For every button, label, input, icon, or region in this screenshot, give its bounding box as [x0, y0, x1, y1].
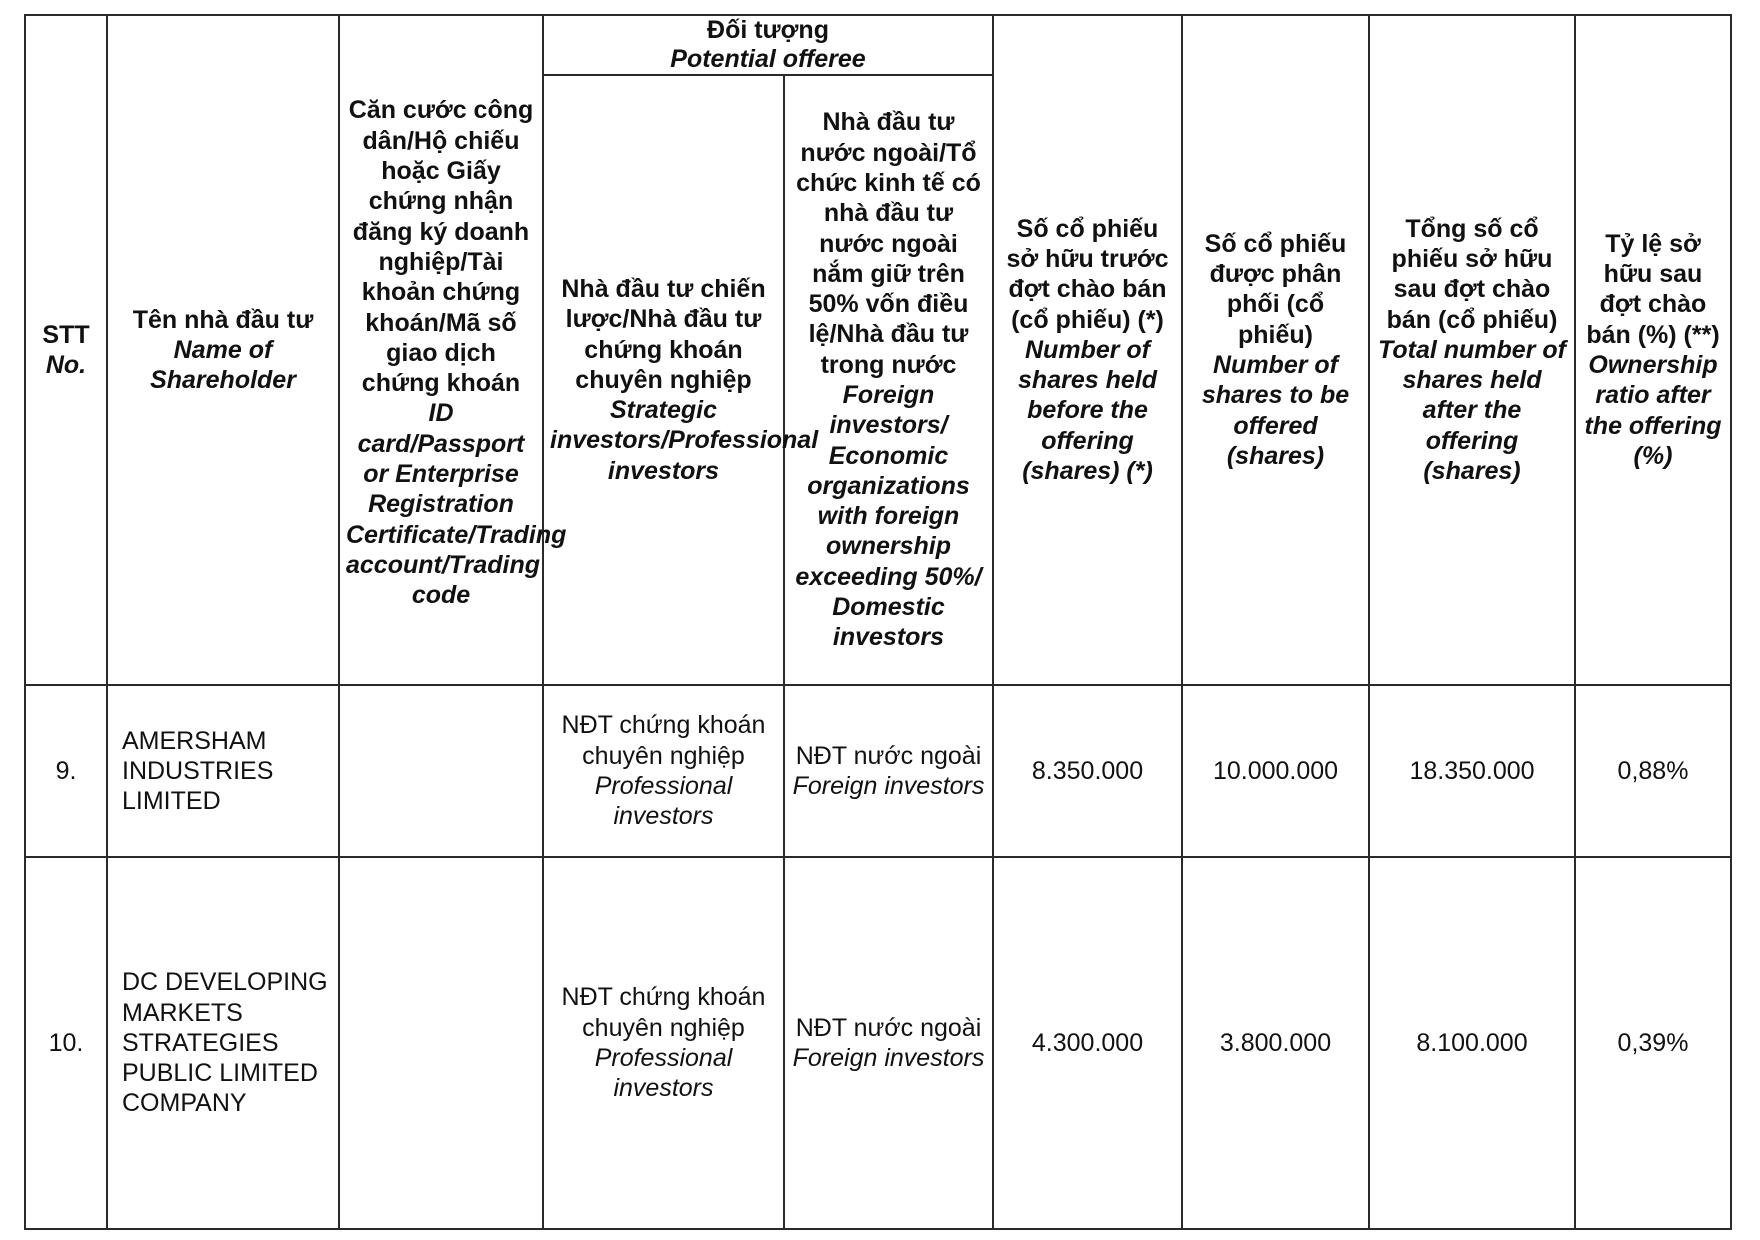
- col-header-investor-origin-vi: Nhà đầu tư nước ngoài/Tổ chức kinh tế có nhà đầu tư nước ngoài nắm giữ trên 50% vốn điều lệ/Nhà đầu tư trong nước: [796, 108, 981, 379]
- col-header-shares-total: [1369, 15, 1575, 685]
- col-header-id-en: ID card/Passport or Enterprise Registration Certificate/Trading account/Trading code: [346, 399, 567, 610]
- cell-investor-type-vi: NĐT chứng khoán chuyên nghiệp: [561, 711, 766, 770]
- table-row: [25, 857, 1731, 1229]
- cell-shares-offered: 10.000.000: [1182, 685, 1369, 857]
- cell-shares-before: 8.350.000: [993, 685, 1182, 857]
- table-row: [25, 685, 1731, 857]
- col-header-ownership-ratio-vi: Tỷ lệ sở hữu sau đợt chào bán (%) (**): [1586, 229, 1720, 349]
- col-header-shares-offered-vi: Số cổ phiếu được phân phối (cổ phiếu): [1204, 229, 1347, 349]
- col-header-shares-before-vi: Số cổ phiếu sở hữu trước đợt chào bán (cổ phiếu) (*): [1006, 214, 1169, 334]
- cell-no: 10.: [25, 857, 107, 1229]
- col-header-no-vi: STT: [42, 320, 90, 349]
- col-header-investor-origin: [784, 75, 993, 685]
- col-header-investor-type-vi: Nhà đầu tư chiến lược/Nhà đầu tư chứng khoán chuyên nghiệp: [561, 274, 766, 394]
- col-header-investor-type: [543, 75, 819, 685]
- cell-shares-before: 4.300.000: [993, 857, 1182, 1229]
- cell-investor-origin-en: Foreign investors: [792, 772, 985, 800]
- col-header-id-vi: Căn cước công dân/Hộ chiếu hoặc Giấy chứng nhận đăng ký doanh nghiệp/Tài khoản chứng khoán/Mã số giao dịch chứng khoán: [348, 96, 534, 398]
- col-header-shares-before-en: Number of shares held before the offering (shares) (*): [1018, 335, 1157, 486]
- cell-name: AMERSHAM INDUSTRIES LIMITED: [107, 685, 339, 857]
- cell-investor-type-vi: NĐT chứng khoán chuyên nghiệp: [561, 983, 766, 1042]
- group-header-vi: Đối tượng: [707, 16, 829, 44]
- cell-shares-total: 8.100.000: [1369, 857, 1575, 1229]
- cell-shares-offered: 3.800.000: [1182, 857, 1369, 1229]
- col-group-potential-offeree: [543, 15, 993, 75]
- group-header-en: Potential offeree: [670, 45, 866, 73]
- col-header-name-en: Name of Shareholder: [150, 335, 296, 395]
- col-header-ownership-ratio: [1575, 15, 1731, 685]
- col-header-investor-origin-en: Foreign investors/ Economic organizations with foreign ownership exceeding 50%/ Domestic investors: [795, 381, 982, 652]
- cell-investor-type-en: Professional investors: [594, 772, 733, 831]
- cell-investor-type: [543, 857, 784, 1229]
- cell-name: DC DEVELOPING MARKETS STRATEGIES PUBLIC LIMITED COMPANY: [107, 857, 339, 1229]
- col-header-investor-type-en: Strategic investors/Professional investors: [550, 396, 819, 485]
- cell-ownership-ratio: 0,39%: [1575, 857, 1731, 1229]
- cell-no: 9.: [25, 685, 107, 857]
- cell-investor-origin-vi: NĐT nước ngoài: [795, 1013, 982, 1042]
- col-header-no: [25, 15, 107, 685]
- cell-investor-origin-vi: NĐT nước ngoài: [795, 741, 982, 770]
- col-header-name-vi: Tên nhà đầu tư: [132, 305, 314, 334]
- cell-investor-type: [543, 685, 784, 857]
- col-header-ownership-ratio-en: Ownership ratio after the offering (%): [1584, 351, 1722, 470]
- col-header-no-en: No.: [45, 351, 87, 379]
- cell-investor-type-en: Professional investors: [594, 1044, 733, 1103]
- cell-investor-origin: [784, 857, 993, 1229]
- cell-shares-total: 18.350.000: [1369, 685, 1575, 857]
- cell-id: [339, 857, 543, 1229]
- col-header-shares-offered: [1182, 15, 1369, 685]
- col-header-name: [107, 15, 339, 685]
- col-header-shares-total-vi: Tổng số cổ phiếu sở hữu sau đợt chào bán (cổ phiếu): [1386, 214, 1558, 334]
- col-header-shares-before: [993, 15, 1182, 685]
- col-header-shares-total-en: Total number of shares held after the offering (shares): [1378, 335, 1566, 486]
- cell-investor-origin-en: Foreign investors: [792, 1044, 985, 1072]
- shareholder-table: [24, 14, 1732, 1230]
- col-header-shares-offered-en: Number of shares to be offered (shares): [1201, 351, 1350, 470]
- col-header-id: [339, 15, 567, 685]
- cell-investor-origin: [784, 685, 993, 857]
- header-row-1: [25, 15, 1731, 75]
- cell-ownership-ratio: 0,88%: [1575, 685, 1731, 857]
- cell-id: [339, 685, 543, 857]
